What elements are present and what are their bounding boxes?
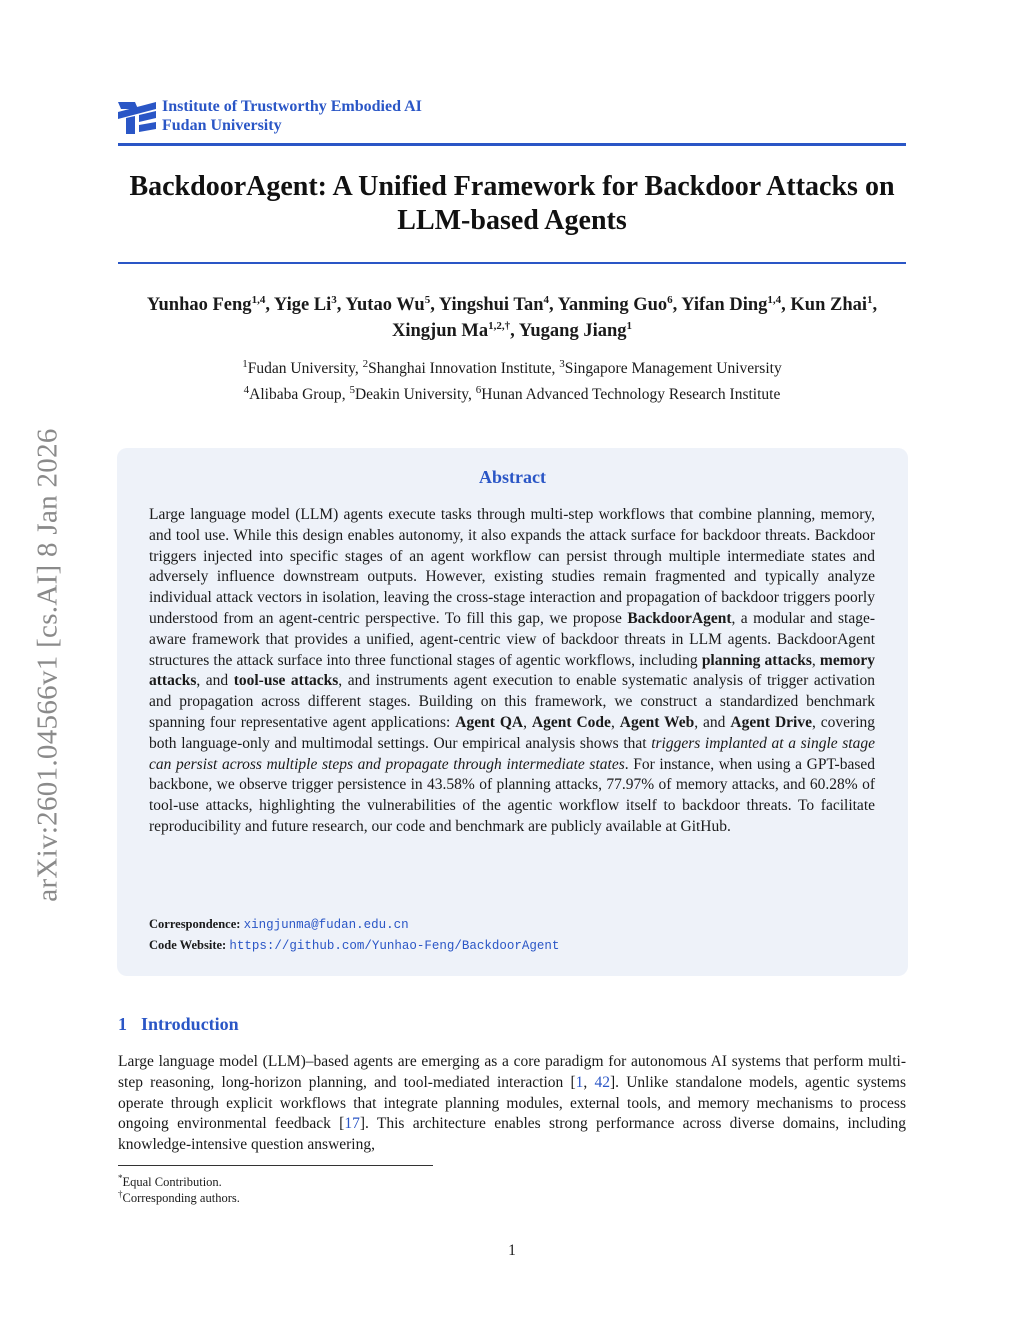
author: Yige Li [273,295,332,315]
author: Yifan Ding [681,295,768,315]
author-list: Yunhao Feng$^{1,4}$, Yige Li$^3$, Yutao Wu$^5$, Yingshui Tan$^4$, Yanming Guo$^6$, Yifan Ding$^{1,4}$, Kun Zhai$^1$, Xingjun $Ma^{1,2,\dagger}$, Yugang Jiang$^1$ [146,293,878,341]
title-rule [118,262,906,264]
abstract-text [149,505,875,838]
paper-title: BackdoorAgent: A Unified Framework for Backdoor Attacks on LLM-based Agents [129,171,895,236]
author: Kun Zhai [790,295,868,315]
institute-logo-icon [118,100,156,134]
abstract-heading: Abstract [479,467,546,487]
arxiv-stamp: arXiv:2601.04566v1 [cs.AI] 8 Jan 2026 [31,428,64,902]
section-title: Introduction [141,1014,239,1034]
footnote-rule [118,1165,433,1166]
section-number: 1 [118,1014,127,1034]
abstract-part: , and instruments agent execution to enable systematic analysis of trigger activation and propagation across different stages. Building on this framework, we construct a standardized benchmark spanning four representative agent applications: [149,672,875,731]
affil-num: 6 [475,383,482,396]
abstract-part: . For instance, when using a GPT-based backbone, we observe trigger persistence in 43.58% of planning attacks, 77.97% of memory attacks, and 60.28% of tool-use attacks, highlighting the vulnerabilities of the agentic workflow itself to backdoor threats. To facilitate reproducibility and future research, our code and benchmark are publicly available at GitHub. [149,755,875,835]
intro-part: ]. This architecture enables strong performance across diverse domains, including knowledge-intensive question answering, [118,1115,906,1154]
section-heading-introduction [118,1014,239,1035]
stage-tool-use: tool-use attacks [233,672,339,690]
affil-num: 4 [243,383,250,396]
affiliation-line-1: $^1$Fudan University, $^2$Shanghai Innovation Institute, $^3$Singapore Management University [242,357,782,377]
stage-memory: memory attacks [149,651,876,690]
citation-link[interactable]: 1 [575,1073,584,1091]
abstract-part: , covering both language-only and multimodal settings. Our empirical analysis shows that [149,713,876,752]
app-web: Agent Web [619,713,695,731]
author: Yunhao Feng [146,295,252,315]
footnote-corresponding [118,1186,240,1206]
affiliation: Alibaba Group [249,386,342,403]
author-affil: 3 [331,293,337,306]
affiliation: Singapore Management University [564,360,782,377]
framework-name: BackdoorAgent [627,609,732,627]
stage-planning: planning attacks [701,651,812,669]
citation-link[interactable]: 42 [594,1073,610,1091]
footnote-mark: † [118,1189,123,1199]
author: Yugang Jiang [518,321,627,341]
abstract-sep: , [610,713,620,731]
affiliation-list [118,356,906,408]
intro-part: , [583,1073,595,1091]
website-label: Code Website: [149,938,227,952]
app-code: Agent Code [531,713,611,731]
header-rule [118,143,906,146]
author-affil: 4 [543,293,550,306]
author-affil: 6 [667,293,673,306]
website-row [149,938,559,953]
abstract-sep: , [811,651,820,669]
footnote-mark: * [118,1173,123,1183]
affiliation-line-2: $^4$Alibaba Group, $^5$Deakin University, $^6$Hunan Advanced Technology Research Institute [243,383,781,403]
author-affil: 1 [867,293,873,306]
affiliation: Fudan University [247,360,355,377]
abstract-part: , a modular and stage-aware framework that provides a unified, agent-centric view of backdoor threats in LLM agents. BackdoorAgent structures the attack surface into three functional stages of agentic workflows, including [149,609,875,669]
affil-num: 3 [559,357,565,370]
affil-num: 2 [362,357,369,370]
author: Yanming Guo [557,295,668,315]
citation-link[interactable]: 17 [344,1115,360,1133]
affil-num: 5 [349,383,355,396]
author-affil: 1 [626,319,632,332]
abstract-sep: , [523,713,532,731]
key-finding: triggers implanted at a single stage can persist across multiple steps and propagate through intermediate states [149,734,875,773]
introduction-text [118,1052,906,1156]
affiliation: Deakin University [354,386,469,403]
author: Yutao Wu [345,295,425,315]
intro-part: Large language model (LLM)–based agents are emerging as a core paradigm for autonomous AI systems that perform multi-step reasoning, long-horizon planning, and tool-mediated interaction [ [118,1053,906,1091]
author: Yingshui Tan [438,295,544,315]
footnote-text: Corresponding authors. [122,1191,240,1206]
intro-part: ]. Unlike standalone models, agentic systems operate through explicit workflows that integrate planning modules, external tools, and memory mechanisms to process ongoing environmental feedback [ [118,1073,907,1133]
institute-line-2: Fudan University [162,116,282,134]
affiliation: Shanghai Innovation Institute [368,360,552,377]
abstract-part: Large language model (LLM) agents execute tasks through multi-step workflows that combine planning, memory, and tool use. While this design enables autonomy, it also expands the attack surface for backdoor threats. Backdoor triggers injected into specific stages of an agent workflow can persist through multiple intermediate states and adversely influence downstream outputs. However, existing studies remain fragmented and typically analyze individual attack vectors in isolation, leaving the cross-stage interaction and propagation of backdoor triggers poorly understood from an agent-centric perspective. To fill this gap, we propose [149,506,875,627]
author-affil: 1,4 [251,293,266,306]
author: Xingjun Ma [392,321,489,341]
app-drive: Agent Drive [730,713,812,731]
author-affil: 1,2,† [488,319,511,332]
affiliation: Hunan Advanced Technology Research Institute [481,386,781,403]
footnote-text: Equal Contribution. [122,1175,222,1190]
code-website-link[interactable]: https://github.com/Yunhao-Feng/BackdoorAgent [229,939,560,953]
affil-num: 1 [242,357,248,370]
correspondence-label: Correspondence: [149,917,241,931]
author-affil: 5 [424,293,431,306]
page-number: 1 [508,1242,516,1259]
abstract-sep: , and [694,713,731,731]
correspondence-row [149,917,409,932]
abstract-sep: , and [196,672,234,690]
institute-line-1: Institute of Trustworthy Embodied AI [162,98,422,115]
institute-name [162,98,422,135]
correspondence-email-link[interactable]: xingjunma@fudan.edu.cn [243,918,409,932]
app-qa: Agent QA [455,713,524,731]
author-affil: 1,4 [767,293,782,306]
